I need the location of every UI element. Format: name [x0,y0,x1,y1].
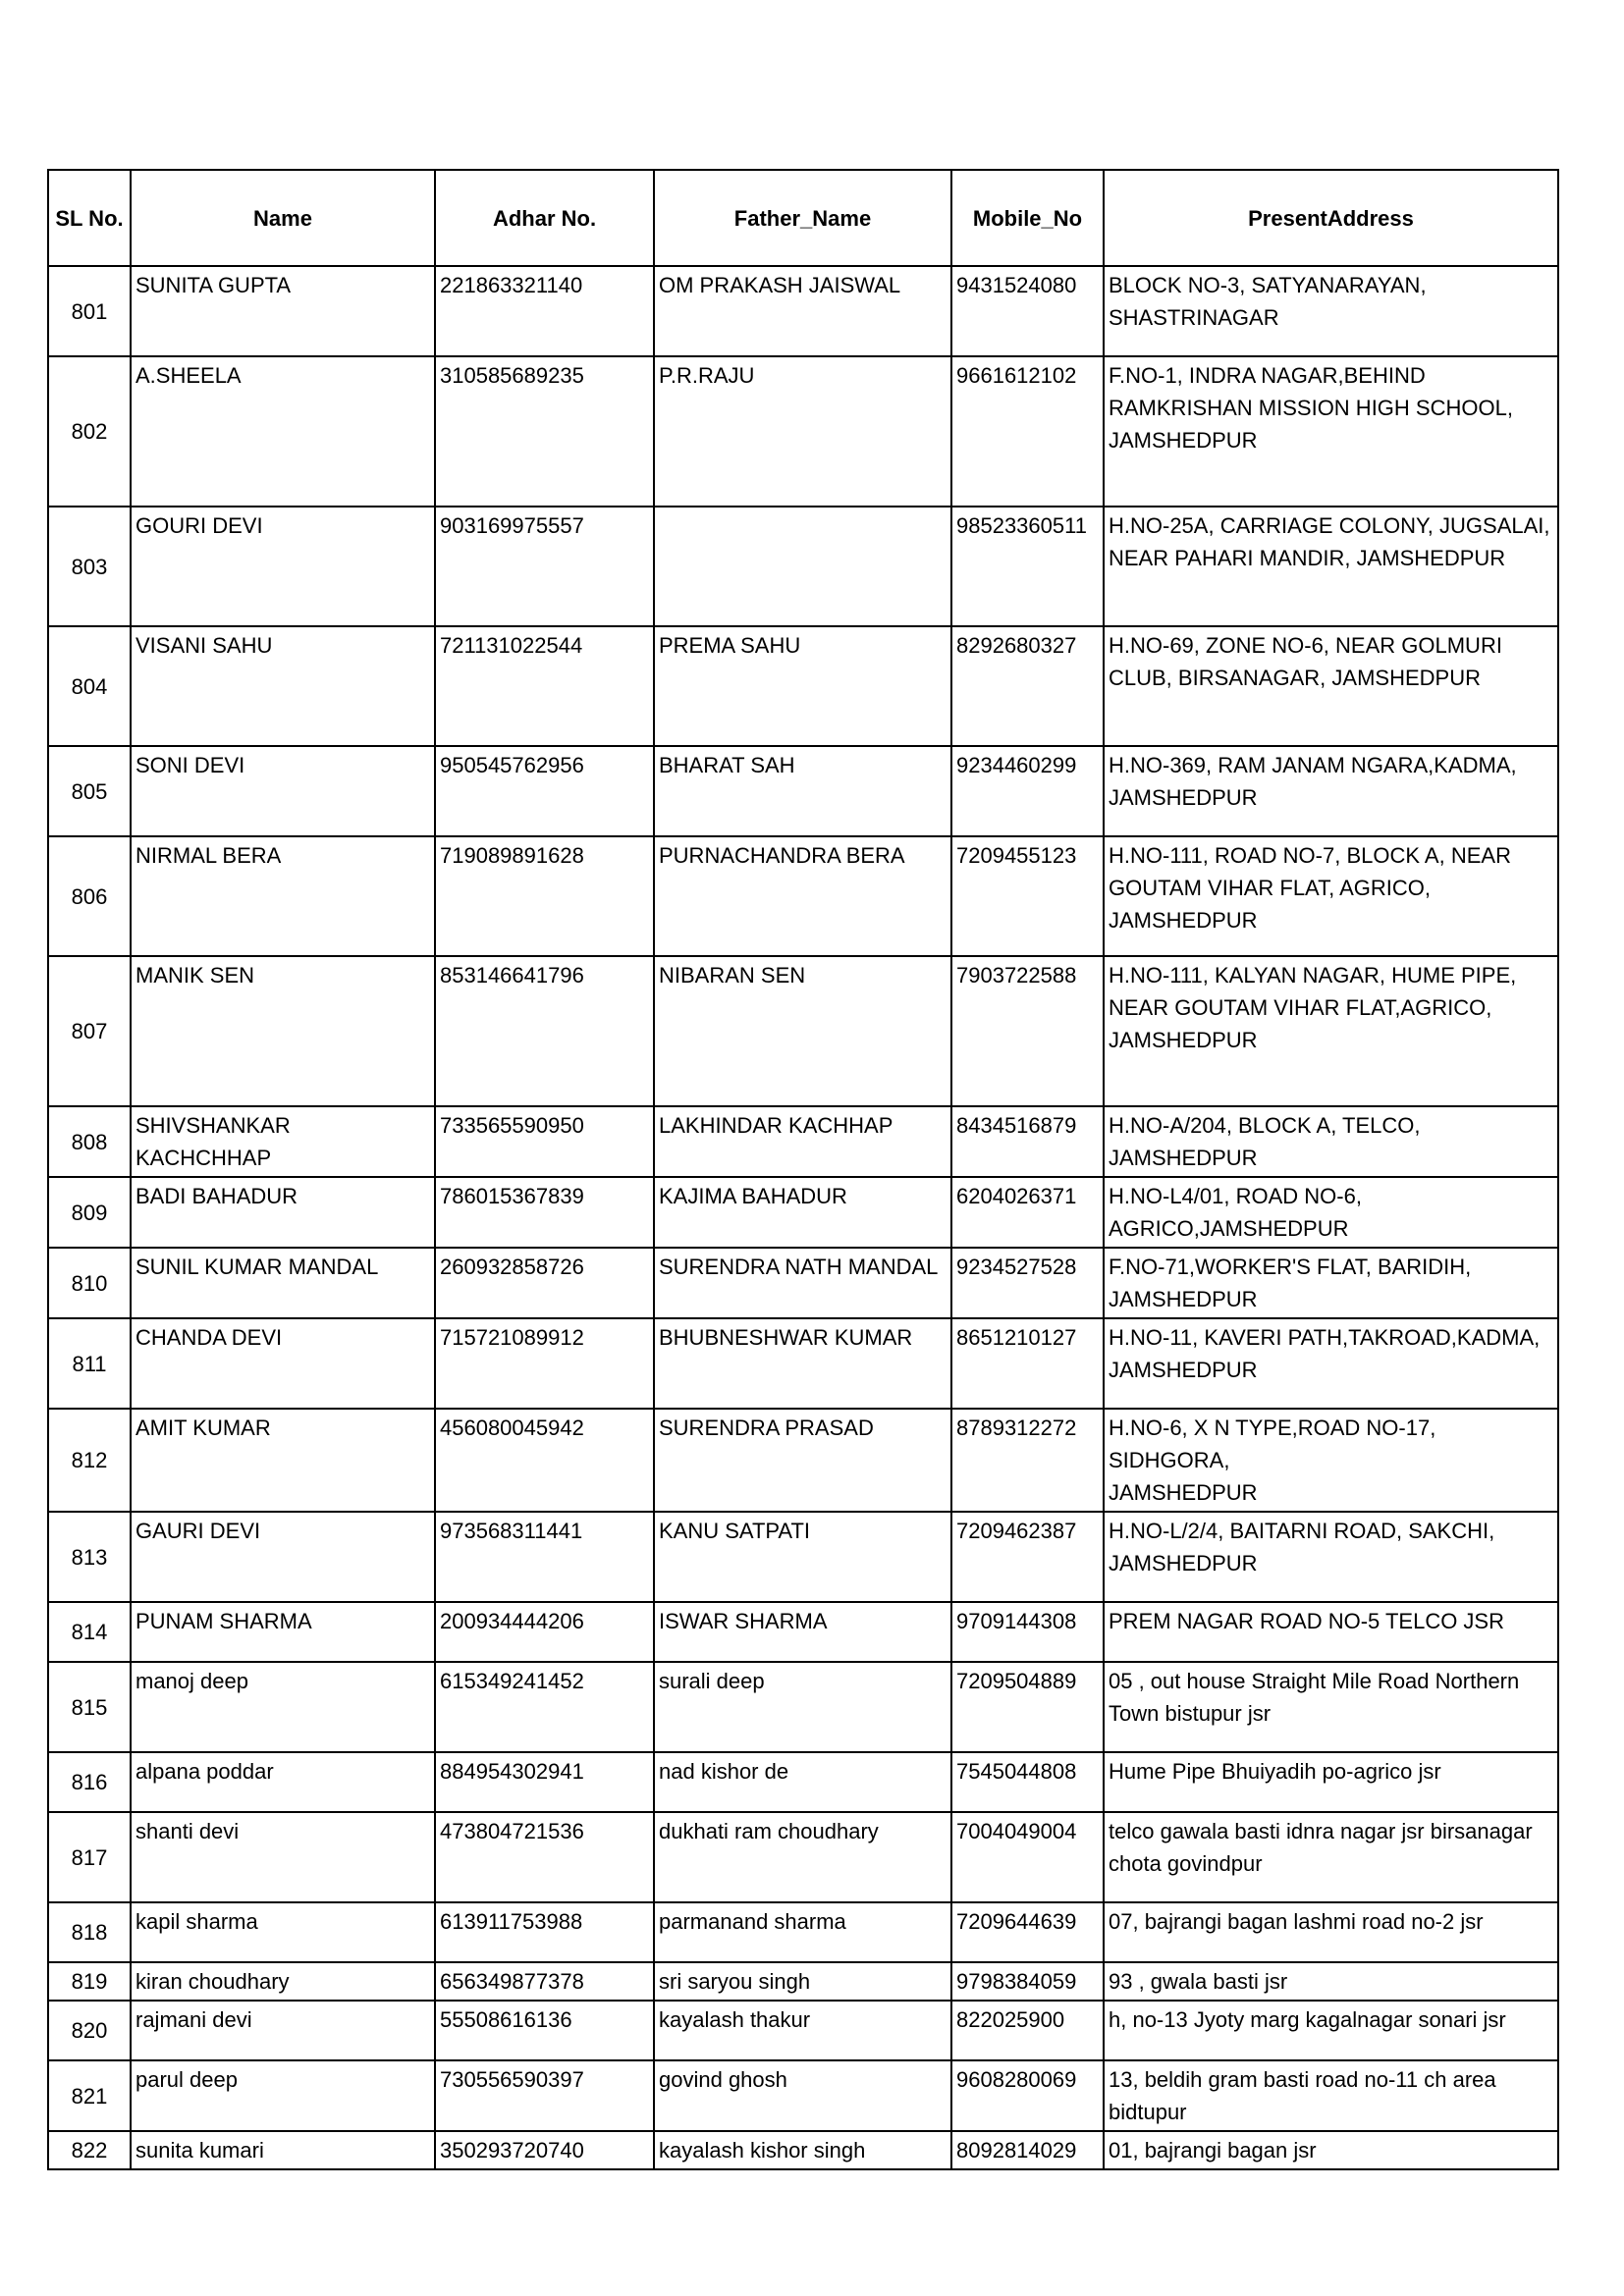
header-address: PresentAddress [1104,170,1558,266]
cell-sl: 806 [48,836,131,956]
cell-father-name: dukhati ram choudhary [654,1812,951,1902]
header-row [48,170,1558,266]
table-row [48,836,1558,956]
cell-address: 07, bajrangi bagan lashmi road no-2 jsr [1104,1902,1558,1962]
cell-address: PREM NAGAR ROAD NO-5 TELCO JSR [1104,1602,1558,1662]
table-row [48,1902,1558,1962]
cell-mobile: 7004049004 [951,1812,1104,1902]
header-mobile: Mobile_No [951,170,1104,266]
cell-adhar: 973568311441 [435,1512,654,1602]
cell-name: GOURI DEVI [131,507,435,626]
table-row [48,1318,1558,1409]
cell-adhar: 350293720740 [435,2131,654,2169]
cell-name: SUNITA GUPTA [131,266,435,356]
cell-adhar: 656349877378 [435,1962,654,2001]
cell-adhar: 456080045942 [435,1409,654,1512]
table-row [48,626,1558,746]
cell-mobile: 7903722588 [951,956,1104,1106]
cell-address: H.NO-L4/01, ROAD NO-6, AGRICO,JAMSHEDPUR [1104,1177,1558,1248]
cell-adhar: 260932858726 [435,1248,654,1318]
cell-address: H.NO-6, X N TYPE,ROAD NO-17, SIDHGORA, JAMSHEDPUR [1104,1409,1558,1512]
table-row [48,1812,1558,1902]
cell-adhar: 853146641796 [435,956,654,1106]
table-row [48,1962,1558,2001]
cell-sl: 819 [48,1962,131,2001]
table-row [48,2001,1558,2060]
cell-adhar: 884954302941 [435,1752,654,1812]
cell-adhar: 200934444206 [435,1602,654,1662]
cell-address: H.NO-25A, CARRIAGE COLONY, JUGSALAI, NEAR PAHARI MANDIR, JAMSHEDPUR [1104,507,1558,626]
cell-adhar: 221863321140 [435,266,654,356]
cell-adhar: 903169975557 [435,507,654,626]
cell-sl: 814 [48,1602,131,1662]
header-father-name: Father_Name [654,170,951,266]
cell-father-name: nad kishor de [654,1752,951,1812]
cell-address: 05 , out house Straight Mile Road Northern Town bistupur jsr [1104,1662,1558,1752]
cell-name: rajmani devi [131,2001,435,2060]
cell-adhar: 613911753988 [435,1902,654,1962]
cell-adhar: 721131022544 [435,626,654,746]
cell-father-name: KANU SATPATI [654,1512,951,1602]
header-sl: SL No. [48,170,131,266]
cell-sl: 816 [48,1752,131,1812]
table-row [48,956,1558,1106]
cell-name: SONI DEVI [131,746,435,836]
cell-name: CHANDA DEVI [131,1318,435,1409]
cell-father-name: LAKHINDAR KACHHAP [654,1106,951,1177]
cell-name: SUNIL KUMAR MANDAL [131,1248,435,1318]
cell-father-name: PREMA SAHU [654,626,951,746]
cell-adhar: 715721089912 [435,1318,654,1409]
cell-mobile: 7209455123 [951,836,1104,956]
cell-father-name [654,507,951,626]
cell-sl: 807 [48,956,131,1106]
cell-name: alpana poddar [131,1752,435,1812]
cell-name: manoj deep [131,1662,435,1752]
header-name: Name [131,170,435,266]
cell-address: H.NO-L/2/4, BAITARNI ROAD, SAKCHI, JAMSHEDPUR [1104,1512,1558,1602]
records-table [47,169,1559,2170]
cell-father-name: PURNACHANDRA BERA [654,836,951,956]
cell-mobile: 9608280069 [951,2060,1104,2131]
cell-adhar: 786015367839 [435,1177,654,1248]
cell-mobile: 7209504889 [951,1662,1104,1752]
cell-mobile: 9661612102 [951,356,1104,507]
cell-mobile: 6204026371 [951,1177,1104,1248]
cell-father-name: BHARAT SAH [654,746,951,836]
cell-mobile: 8434516879 [951,1106,1104,1177]
cell-name: A.SHEELA [131,356,435,507]
table-row [48,266,1558,356]
cell-name: VISANI SAHU [131,626,435,746]
cell-mobile: 9431524080 [951,266,1104,356]
cell-sl: 810 [48,1248,131,1318]
cell-sl: 812 [48,1409,131,1512]
cell-sl: 821 [48,2060,131,2131]
cell-address: H.NO-111, ROAD NO-7, BLOCK A, NEAR GOUTAM VIHAR FLAT, AGRICO, JAMSHEDPUR [1104,836,1558,956]
cell-sl: 820 [48,2001,131,2060]
cell-father-name: kayalash thakur [654,2001,951,2060]
cell-mobile: 98523360511 [951,507,1104,626]
cell-adhar: 730556590397 [435,2060,654,2131]
cell-name: shanti devi [131,1812,435,1902]
cell-mobile: 8092814029 [951,2131,1104,2169]
cell-mobile: 8789312272 [951,1409,1104,1512]
cell-address: H.NO-11, KAVERI PATH,TAKROAD,KADMA, JAMSHEDPUR [1104,1318,1558,1409]
cell-name: parul deep [131,2060,435,2131]
cell-address: 93 , gwala basti jsr [1104,1962,1558,2001]
cell-father-name: parmanand sharma [654,1902,951,1962]
cell-sl: 822 [48,2131,131,2169]
cell-adhar: 719089891628 [435,836,654,956]
cell-mobile: 7545044808 [951,1752,1104,1812]
cell-adhar: 733565590950 [435,1106,654,1177]
cell-sl: 809 [48,1177,131,1248]
cell-name: BADI BAHADUR [131,1177,435,1248]
table-row [48,2060,1558,2131]
cell-sl: 801 [48,266,131,356]
cell-name: GAURI DEVI [131,1512,435,1602]
cell-address: 01, bajrangi bagan jsr [1104,2131,1558,2169]
cell-address: 13, beldih gram basti road no-11 ch area bidtupur [1104,2060,1558,2131]
table-row [48,1106,1558,1177]
cell-father-name: SURENDRA NATH MANDAL [654,1248,951,1318]
cell-sl: 817 [48,1812,131,1902]
cell-father-name: sri saryou singh [654,1962,951,2001]
cell-mobile: 7209462387 [951,1512,1104,1602]
table-row [48,2131,1558,2169]
cell-father-name: kayalash kishor singh [654,2131,951,2169]
cell-sl: 815 [48,1662,131,1752]
cell-sl: 804 [48,626,131,746]
cell-father-name: ISWAR SHARMA [654,1602,951,1662]
cell-sl: 802 [48,356,131,507]
cell-adhar: 473804721536 [435,1812,654,1902]
cell-mobile: 8651210127 [951,1318,1104,1409]
header-adhar: Adhar No. [435,170,654,266]
table-row [48,1602,1558,1662]
table-body [48,266,1558,2169]
cell-address: H.NO-369, RAM JANAM NGARA,KADMA, JAMSHEDPUR [1104,746,1558,836]
table-row [48,507,1558,626]
cell-sl: 803 [48,507,131,626]
cell-mobile: 9234460299 [951,746,1104,836]
cell-address: h, no-13 Jyoty marg kagalnagar sonari jsr [1104,2001,1558,2060]
cell-adhar: 55508616136 [435,2001,654,2060]
cell-mobile: 9709144308 [951,1602,1104,1662]
table-row [48,1662,1558,1752]
cell-name: kapil sharma [131,1902,435,1962]
cell-name: kiran choudhary [131,1962,435,2001]
cell-address: BLOCK NO-3, SATYANARAYAN, SHASTRINAGAR [1104,266,1558,356]
cell-mobile: 7209644639 [951,1902,1104,1962]
cell-address: H.NO-69, ZONE NO-6, NEAR GOLMURI CLUB, BIRSANAGAR, JAMSHEDPUR [1104,626,1558,746]
cell-sl: 811 [48,1318,131,1409]
table-row [48,1177,1558,1248]
cell-father-name: BHUBNESHWAR KUMAR [654,1318,951,1409]
cell-father-name: NIBARAN SEN [654,956,951,1106]
table-row [48,746,1558,836]
cell-father-name: SURENDRA PRASAD [654,1409,951,1512]
table-row [48,356,1558,507]
cell-name: PUNAM SHARMA [131,1602,435,1662]
cell-father-name: OM PRAKASH JAISWAL [654,266,951,356]
cell-father-name: KAJIMA BAHADUR [654,1177,951,1248]
table-row [48,1512,1558,1602]
cell-name: sunita kumari [131,2131,435,2169]
cell-adhar: 615349241452 [435,1662,654,1752]
cell-address: H.NO-A/204, BLOCK A, TELCO, JAMSHEDPUR [1104,1106,1558,1177]
cell-father-name: P.R.RAJU [654,356,951,507]
cell-mobile: 8292680327 [951,626,1104,746]
cell-name: AMIT KUMAR [131,1409,435,1512]
table-row [48,1409,1558,1512]
cell-adhar: 310585689235 [435,356,654,507]
cell-address: F.NO-71,WORKER'S FLAT, BARIDIH, JAMSHEDPUR [1104,1248,1558,1318]
cell-sl: 808 [48,1106,131,1177]
cell-address: Hume Pipe Bhuiyadih po-agrico jsr [1104,1752,1558,1812]
cell-name: NIRMAL BERA [131,836,435,956]
cell-address: telco gawala basti idnra nagar jsr birsanagar chota govindpur [1104,1812,1558,1902]
cell-father-name: govind ghosh [654,2060,951,2131]
table-row [48,1248,1558,1318]
cell-name: MANIK SEN [131,956,435,1106]
cell-name: SHIVSHANKAR KACHCHHAP [131,1106,435,1177]
cell-sl: 818 [48,1902,131,1962]
cell-address: H.NO-111, KALYAN NAGAR, HUME PIPE, NEAR GOUTAM VIHAR FLAT,AGRICO, JAMSHEDPUR [1104,956,1558,1106]
cell-sl: 805 [48,746,131,836]
cell-address: F.NO-1, INDRA NAGAR,BEHIND RAMKRISHAN MISSION HIGH SCHOOL, JAMSHEDPUR [1104,356,1558,507]
cell-mobile: 9234527528 [951,1248,1104,1318]
table-row [48,1752,1558,1812]
cell-sl: 813 [48,1512,131,1602]
cell-mobile: 9798384059 [951,1962,1104,2001]
cell-father-name: surali deep [654,1662,951,1752]
cell-adhar: 950545762956 [435,746,654,836]
cell-mobile: 822025900 [951,2001,1104,2060]
